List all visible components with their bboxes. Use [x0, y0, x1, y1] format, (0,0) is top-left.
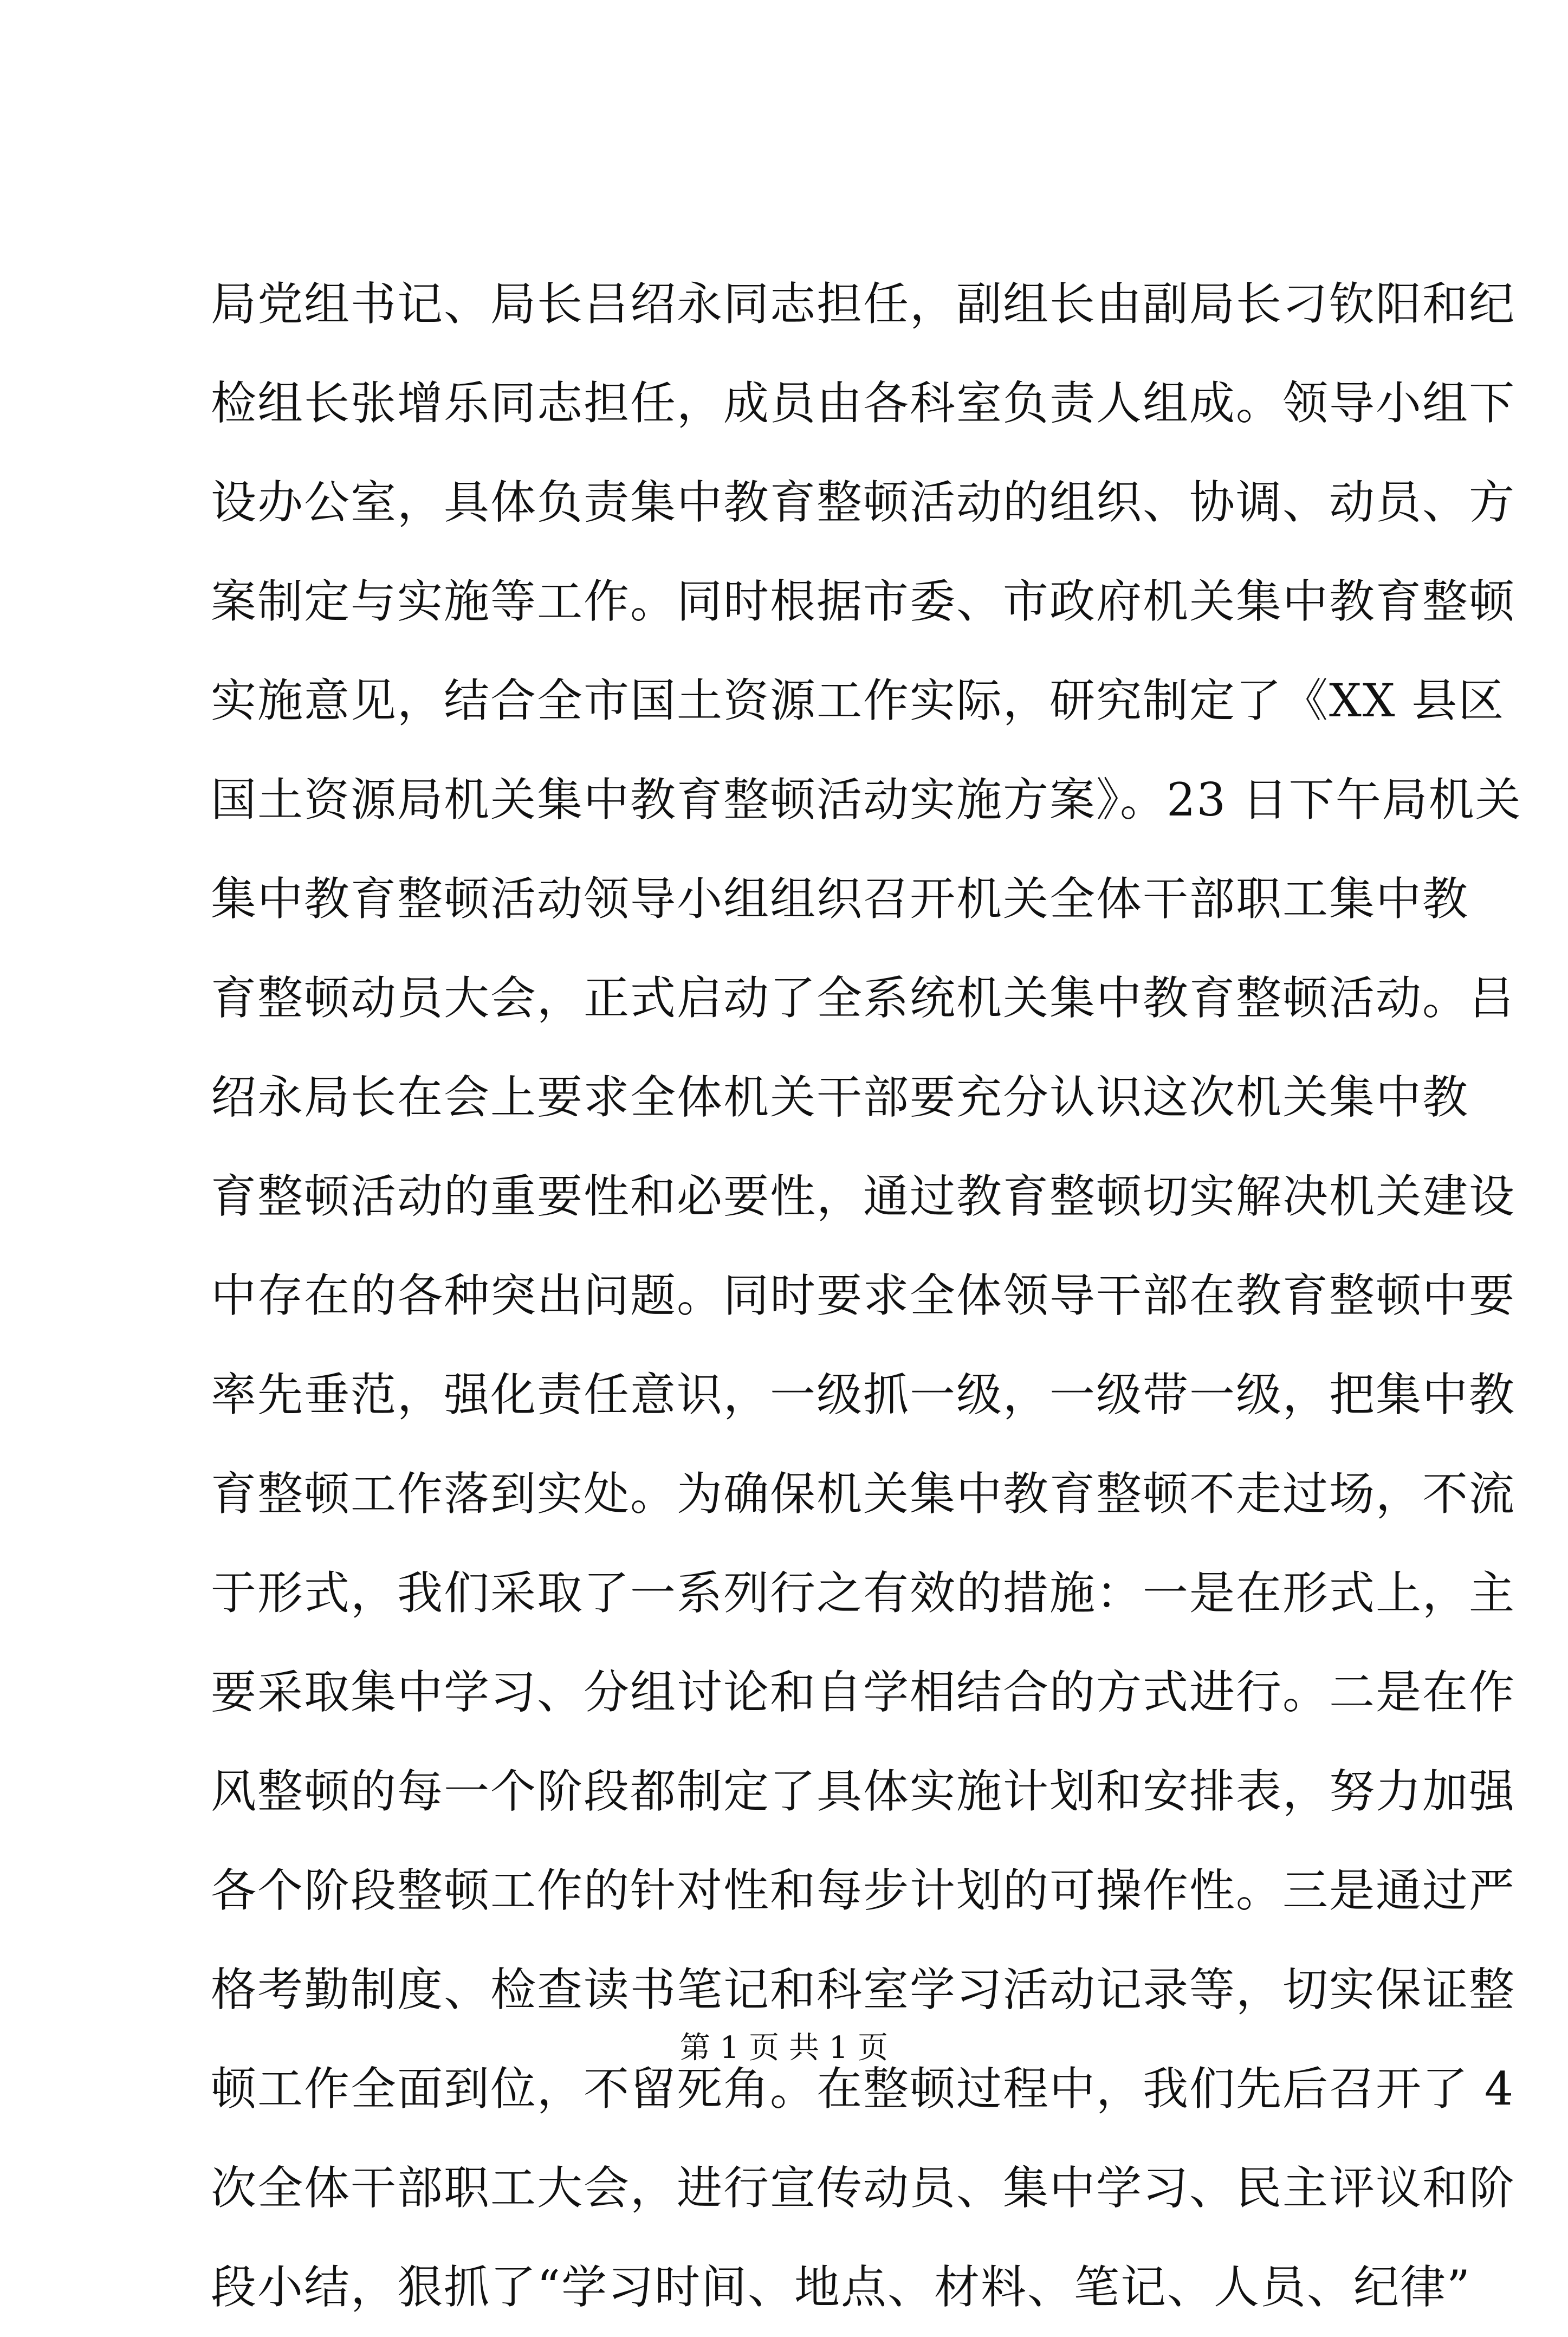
page-footer	[0, 2027, 1568, 2070]
text-line: 顿工作全面到位，不留死角。在整顿过程中，我们先后召开了 4	[211, 2062, 1515, 2115]
page-number-label: 第 1 页 共 1 页	[679, 2030, 889, 2066]
text-line: 育整顿动员大会，正式启动了全系统机关集中教育整顿活动。吕	[211, 972, 1516, 1025]
text-line: 次全体干部职工大会，进行宣传动员、集中学习、民主评议和阶	[211, 2161, 1516, 2215]
text-line: 育整顿活动的重要性和必要性，通过教育整顿切实解决机关建设	[211, 1170, 1516, 1223]
text-line: 育整顿工作落到实处。为确保机关集中教育整顿不走过场，不流	[211, 1467, 1516, 1520]
text-line: 各个阶段整顿工作的针对性和每步计划的可操作性。三是通过严	[211, 1864, 1516, 1917]
text-line: 局党组书记、局长吕绍永同志担任，副组长由副局长刁钦阳和纪	[211, 277, 1516, 331]
text-line: 段小结，狠抓了“学习时间、地点、材料、笔记、人员、纪律”	[211, 2261, 1471, 2314]
text-line: 实施意见，结合全市国土资源工作实际，研究制定了《XX 县区	[211, 674, 1505, 727]
text-line: 格考勤制度、检查读书笔记和科室学习活动记录等，切实保证整	[211, 1963, 1516, 2016]
text-line: 风整顿的每一个阶段都制定了具体实施计划和安排表，努力加强	[211, 1765, 1516, 1818]
text-line: 中存在的各种突出问题。同时要求全体领导干部在教育整顿中要	[211, 1269, 1516, 1322]
text-line: 国土资源局机关集中教育整顿活动实施方案》。23 日下午局机关	[211, 773, 1522, 826]
body-text	[211, 255, 1522, 2337]
text-line: 于形式，我们采取了一系列行之有效的措施：一是在形式上，主	[211, 1566, 1516, 1620]
text-line: 设办公室，具体负责集中教育整顿活动的组织、协调、动员、方	[211, 476, 1516, 529]
text-line: 案制定与实施等工作。同时根据市委、市政府机关集中教育整顿	[211, 575, 1516, 628]
text-line: 绍永局长在会上要求全体机关干部要充分认识这次机关集中教	[211, 1071, 1469, 1124]
text-line: 集中教育整顿活动领导小组组织召开机关全体干部职工集中教	[211, 872, 1469, 925]
text-line: 率先垂范，强化责任意识，一级抓一级，一级带一级，把集中教	[211, 1368, 1516, 1421]
text-line: 检组长张增乐同志担任，成员由各科室负责人组成。领导小组下	[211, 377, 1516, 430]
text-line: 要采取集中学习、分组讨论和自学相结合的方式进行。二是在作	[211, 1666, 1516, 1719]
